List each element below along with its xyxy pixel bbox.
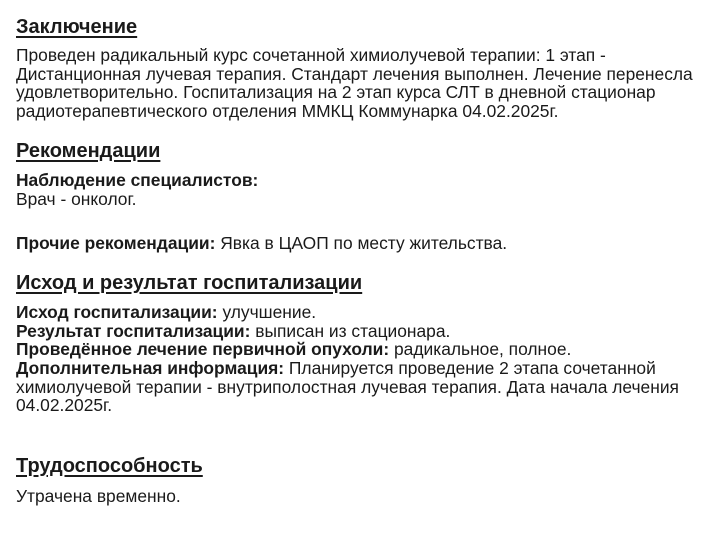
other-recommendations-label: Прочие рекомендации: xyxy=(16,232,216,253)
section-heading-conclusion: Заключение xyxy=(16,16,138,38)
section-heading-recommendations: Рекомендации xyxy=(16,140,161,163)
outcome-item-label: Исход госпитализации: xyxy=(16,302,218,323)
outcome-item-value: Планируется проведение 2 этапа сочетанной химиолучевой терапии - внутриполостная лучевая терапия. Дата начала лечения 04.02.2025г. xyxy=(16,357,679,416)
outcome-item-label: Дополнительная информация: xyxy=(16,357,285,378)
work-capacity-value: Утрачена временно. xyxy=(16,485,181,506)
other-recommendations-value: Явка в ЦАОП по месту жительства. xyxy=(220,232,508,253)
outcome-item-value: выписан из стационара. xyxy=(255,320,451,341)
outcome-item xyxy=(16,359,695,415)
outcome-item-value: радикальное, полное. xyxy=(394,339,572,360)
observation-label: Наблюдение специалистов: xyxy=(16,170,259,191)
outcome-list xyxy=(16,303,695,415)
outcome-item-label: Результат госпитализации: xyxy=(16,320,251,341)
other-recommendations xyxy=(16,234,695,253)
section-heading-work-capacity: Трудоспособность xyxy=(16,454,203,477)
outcome-item-value: улучшение. xyxy=(222,302,317,323)
outcome-item xyxy=(16,322,695,341)
outcome-item-label: Проведённое лечение первичной опухоли: xyxy=(16,339,390,360)
outcome-item xyxy=(16,340,695,359)
observation-block xyxy=(16,171,695,208)
observation-value: Врач - онколог. xyxy=(16,188,137,209)
conclusion-text: Проведен радикальный курс сочетанной химиолучевой терапии: 1 этап - Дистанционная лучевая терапия. Стандарт лечения выполнен. Лечение перенесла удовлетворительно. Госпитализация на 2 этап курса СЛТ в дневной стационар радиотерапевтического отделения ММКЦ Коммунарка 04.02.2025г. xyxy=(16,45,693,121)
section-heading-outcome: Исход и результат госпитализации xyxy=(16,272,363,295)
outcome-item xyxy=(16,303,695,322)
